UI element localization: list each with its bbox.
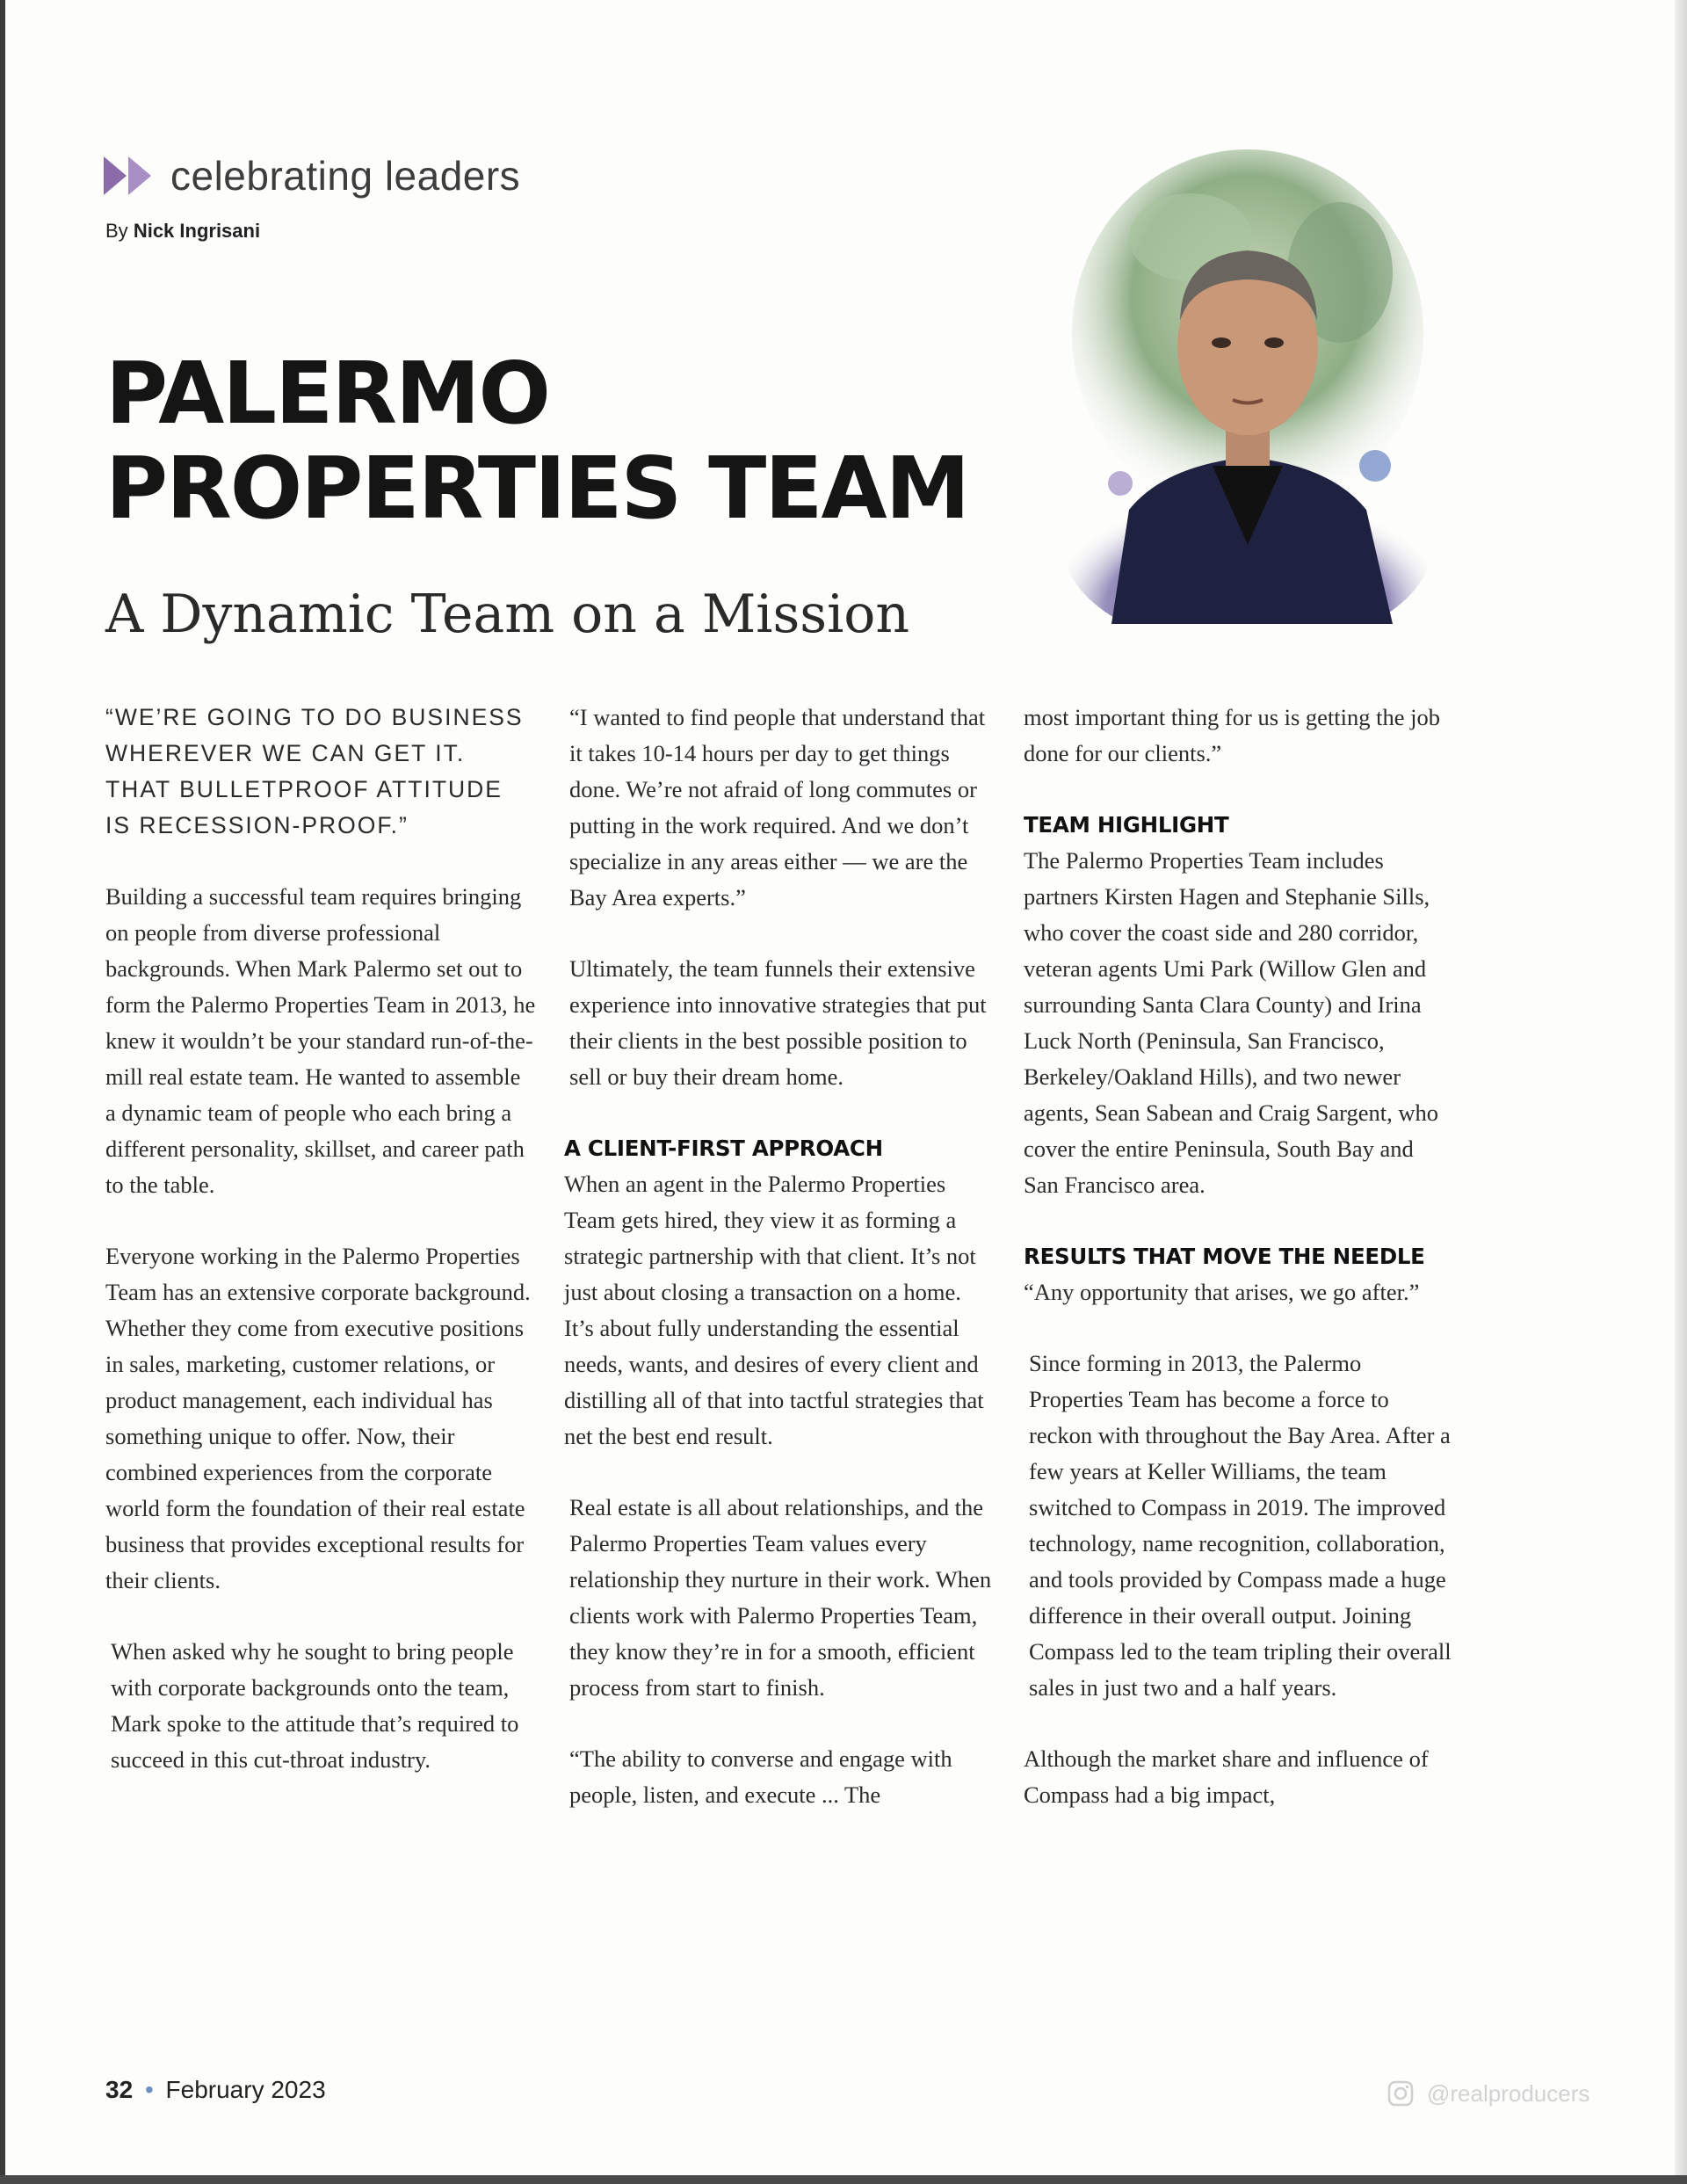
col3-paragraph-5: Although the market share and influence of Compass had a big impact, [1024,1745,1429,1808]
article-title-line1: PALERMO [105,344,550,443]
byline-prefix: By [105,220,128,242]
portrait-photo [1059,132,1437,624]
col3-paragraph-1: most important thing for us is getting the job done for our clients.” [1024,704,1441,766]
column-3 [1024,700,1454,1848]
col2-paragraph-4: Real estate is all about relationships, and the Palermo Properties Team values every relationship they nurture in their work. When clients work with Palermo Properties Team, they know they’re in for a smooth, efficient process from start to finish. [569,1494,992,1701]
col2-paragraph-1: “I wanted to find people that understand that it takes 10-14 hours per day to get things done. We’re not afraid of long commutes or putting in the work required. And we don’t specialize in any areas either — we are the Bay Area experts.” [569,704,986,911]
section-label [104,148,520,204]
article-title-line2: PROPERTIES TEAM [105,439,969,538]
byline-author: Nick Ingrisani [133,220,261,242]
page-edge-bottom [0,2175,1687,2184]
page-edge-right [1675,0,1687,2184]
col1-paragraph-3: When asked why he sought to bring people with corporate backgrounds onto the team, Mark spoke to the attitude that’s required to succeed in this cut-throat industry. [111,1638,519,1773]
col3-paragraph-3: “Any opportunity that arises, we go after.” [1024,1279,1420,1305]
issue-date: February 2023 [165,2076,326,2103]
page-edge-left [0,0,5,2184]
heading-team-highlight: TEAM HIGHLIGHT [1024,812,1229,838]
column-2 [564,700,995,1848]
col1-paragraph-1: Building a successful team requires bringing on people from diverse professional backgrounds. When Mark Palermo set out to form the Palermo Properties Team in 2013, he knew it wouldn’t be your standard run-of-the-mill real estate team. He wanted to assemble a dynamic team of people who each bring a different personality, skillset, and career path to the table. [105,883,536,1198]
article-title [105,346,1002,536]
col3-paragraph-4: Since forming in 2013, the Palermo Properties Team has become a force to reckon with throughout the Bay Area. After a few years at Keller Williams, the team switched to Compass in 2019. The improved technology, name recognition, collaboration, and tools provided by Compass made a huge difference in their overall output. Joining Compass led to the team tripling their overall sales in just two and a half years. [1029,1350,1452,1701]
col1-paragraph-2: Everyone working in the Palermo Properties Team has an extensive corporate background. Whether they come from executive positions in sales, marketing, customer relations, or product management, each individual has something unique to offer. Now, their combined experiences from the corporate world form the foundation of their real estate business that provides exceptional results for their clients. [105,1243,531,1593]
double-arrow-icon [104,153,158,199]
social-handle [1387,2079,1589,2108]
col2-paragraph-2: Ultimately, the team funnels their extensive experience into innovative strategies that put their clients in the best possible position to sell or buy their dream home. [569,955,987,1090]
column-1 [105,700,536,1813]
col3-paragraph-2: The Palermo Properties Team includes partners Kirsten Hagen and Stephanie Sills, who cover the coast side and 280 corridor, veteran agents Umi Park (Willow Glen and surrounding Santa Clara County) and Irina Luck North (Peninsula, San Francisco, Berkeley/Oakland Hills), and two newer agents, Sean Sabean and Craig Sargent, who cover the entire Peninsula, South Bay and San Francisco area. [1024,847,1438,1198]
instagram-icon [1387,2079,1415,2108]
social-handle-text: @realproducers [1427,2079,1590,2107]
page-footer [105,2076,326,2104]
footer-separator: • [144,2076,154,2103]
col2-paragraph-3: When an agent in the Palermo Properties Team gets hired, they view it as forming a strategic partnership with that client. It’s not just about closing a transaction on a home. It’s about fully understanding the essential needs, wants, and desires of every client and distilling all of that into tactful strategies that net the best end result. [564,1171,984,1449]
heading-client-first: A CLIENT-FIRST APPROACH [564,1136,883,1161]
article-subtitle: A Dynamic Team on a Mission [105,584,910,645]
page-number: 32 [105,2076,134,2103]
byline [105,220,260,243]
col2-paragraph-5: “The ability to converse and engage with people, listen, and execute ... The [569,1745,952,1808]
heading-results: RESULTS THAT MOVE THE NEEDLE [1024,1244,1425,1269]
section-label-text: celebrating leaders [170,153,521,199]
pull-quote: “WE’RE GOING TO DO BUSINESS WHEREVER WE CAN GET IT. THAT BULLETPROOF ATTITUDE IS RECESSION-PROOF.” [105,704,524,838]
